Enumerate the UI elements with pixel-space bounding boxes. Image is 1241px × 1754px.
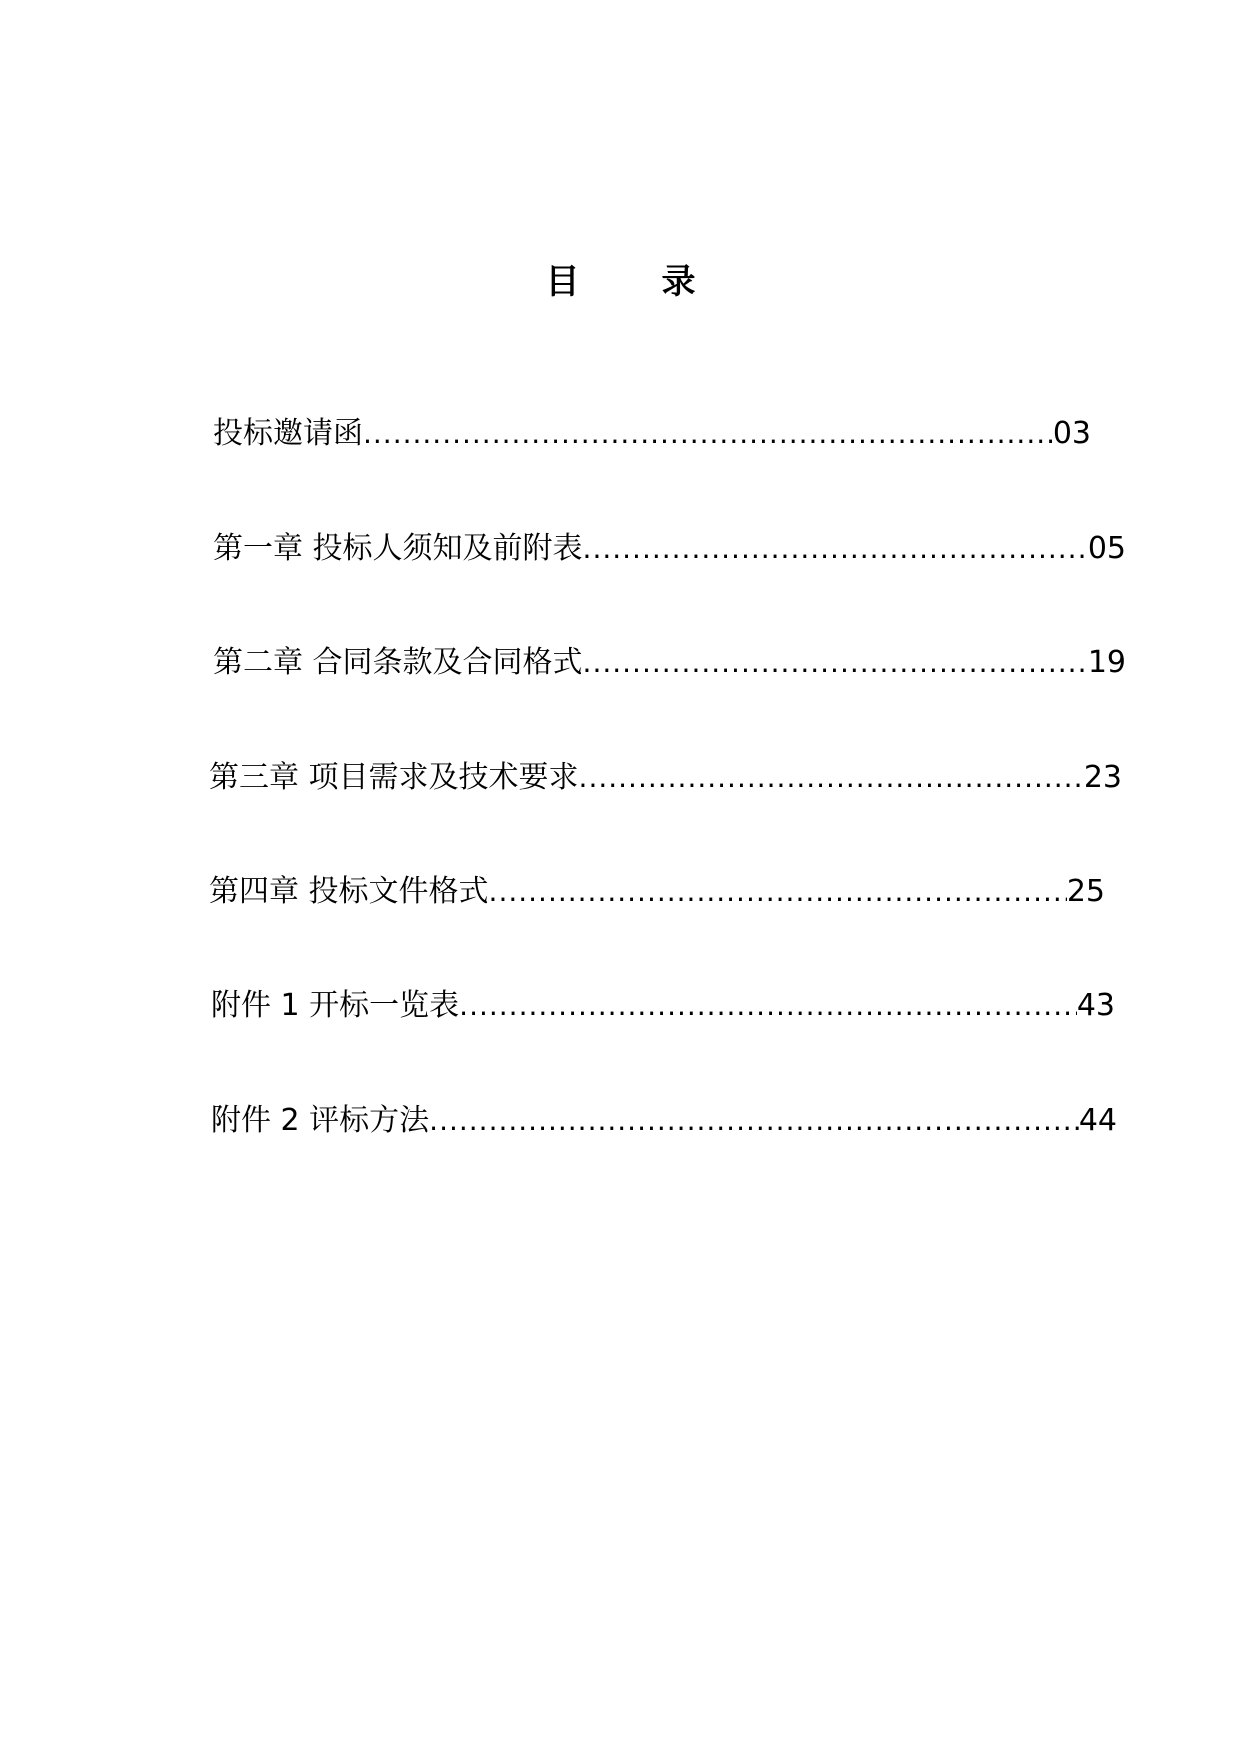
- toc-entry-attachment-1[interactable]: [211, 984, 1115, 1028]
- dot-leader: [583, 527, 1088, 571]
- toc-entry-page-number: 44: [1078, 1103, 1117, 1138]
- page-title: 目 录: [545, 262, 720, 302]
- dot-leader: [363, 412, 1053, 456]
- toc-entry-label: 投标邀请函: [213, 416, 363, 451]
- dot-leader: [429, 1099, 1079, 1143]
- dot-leader: [489, 870, 1067, 914]
- toc-entry-invitation[interactable]: [213, 412, 1091, 456]
- dot-leader: [583, 641, 1088, 685]
- toc-entry-page-number: 43: [1076, 988, 1115, 1023]
- toc-entry-chapter-2[interactable]: [213, 641, 1126, 685]
- toc-entry-label: 第二章 合同条款及合同格式: [213, 645, 583, 680]
- toc-entry-attachment-2[interactable]: [211, 1099, 1117, 1143]
- toc-entry-page-number: 23: [1083, 760, 1122, 795]
- toc-entry-page-number: 25: [1066, 874, 1105, 909]
- toc-entry-chapter-3[interactable]: [209, 756, 1122, 800]
- toc-entry-chapter-1[interactable]: [213, 527, 1126, 571]
- toc-entry-label: 第一章 投标人须知及前附表: [213, 531, 583, 566]
- dot-leader: [579, 756, 1084, 800]
- toc-entry-page-number: 05: [1087, 531, 1126, 566]
- toc-entry-page-number: 03: [1052, 416, 1091, 451]
- toc-entry-page-number: 19: [1087, 645, 1126, 680]
- toc-entry-label: 第四章 投标文件格式: [209, 874, 489, 909]
- toc-entry-label: 第三章 项目需求及技术要求: [209, 760, 579, 795]
- toc-entry-label: 附件 1 开标一览表: [211, 988, 460, 1023]
- toc-entry-label: 附件 2 评标方法: [211, 1103, 430, 1138]
- toc-entry-chapter-4[interactable]: [209, 870, 1105, 914]
- dot-leader: [459, 984, 1077, 1028]
